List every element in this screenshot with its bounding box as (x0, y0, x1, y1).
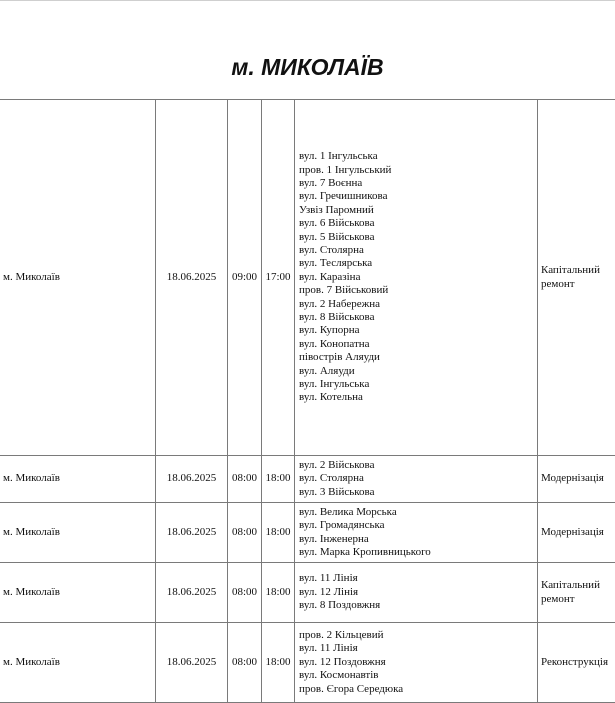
street-item: вул. Столярна (299, 472, 537, 485)
street-item: вул. Гречишникова (299, 190, 537, 203)
streets-cell (295, 503, 538, 563)
street-item: вул. Теслярська (299, 257, 537, 270)
street-item: вул. Каразіна (299, 271, 537, 284)
street-item: вул. 8 Військова (299, 311, 537, 324)
city-cell: м. Миколаїв (0, 623, 156, 703)
street-item: півострів Аляуди (299, 351, 537, 364)
street-item: вул. Аляуди (299, 365, 537, 378)
street-item: вул. Конопатна (299, 338, 537, 351)
street-item: вул. Марка Кропивницького (299, 546, 537, 559)
work-type-cell: Реконструкція (538, 623, 615, 703)
street-item: вул. Громадянська (299, 519, 537, 532)
street-item: вул. 11 Лінія (299, 572, 537, 585)
street-item: вул. 8 Поздовжня (299, 599, 537, 612)
end-time-cell: 18:00 (262, 563, 295, 623)
date-cell: 18.06.2025 (156, 563, 228, 623)
table-row (0, 503, 615, 563)
city-cell: м. Миколаїв (0, 456, 156, 503)
street-item: вул. Столярна (299, 244, 537, 257)
start-time-cell: 08:00 (228, 456, 262, 503)
street-item: вул. Інженерна (299, 533, 537, 546)
street-item: вул. 12 Поздовжня (299, 656, 537, 669)
city-cell: м. Миколаїв (0, 563, 156, 623)
start-time-cell: 08:00 (228, 623, 262, 703)
start-time-cell: 09:00 (228, 100, 262, 456)
streets-cell (295, 456, 538, 503)
street-item: Узвіз Паромний (299, 204, 537, 217)
street-item: вул. Космонавтів (299, 669, 537, 682)
street-item: пров. 2 Кільцевий (299, 629, 537, 642)
work-type-cell: Капітальний ремонт (538, 563, 615, 623)
work-type-cell: Модернізація (538, 503, 615, 563)
date-cell: 18.06.2025 (156, 100, 228, 456)
table-row (0, 563, 615, 623)
streets-cell (295, 563, 538, 623)
work-type-cell: Модернізація (538, 456, 615, 503)
streets-cell (295, 100, 538, 456)
table-row (0, 100, 615, 456)
page-title: м. МИКОЛАЇВ (0, 52, 615, 82)
street-item: вул. Купорна (299, 324, 537, 337)
street-item: вул. 2 Військова (299, 459, 537, 472)
streets-cell (295, 623, 538, 703)
street-item: пров. 7 Військовий (299, 284, 537, 297)
city-cell: м. Миколаїв (0, 503, 156, 563)
street-item: вул. Велика Морська (299, 506, 537, 519)
street-item: вул. 11 Лінія (299, 642, 537, 655)
street-item: вул. 6 Військова (299, 217, 537, 230)
date-cell: 18.06.2025 (156, 623, 228, 703)
street-item: пров. 1 Інгульський (299, 164, 537, 177)
outage-schedule-table (0, 99, 615, 703)
table-row (0, 623, 615, 703)
city-cell: м. Миколаїв (0, 100, 156, 456)
top-divider (0, 0, 615, 1)
end-time-cell: 18:00 (262, 623, 295, 703)
street-item: вул. 7 Воєнна (299, 177, 537, 190)
street-item: вул. 1 Інгульська (299, 150, 537, 163)
street-item: пров. Єгора Середюка (299, 683, 537, 696)
table-row (0, 456, 615, 503)
street-item: вул. Інгульська (299, 378, 537, 391)
start-time-cell: 08:00 (228, 503, 262, 563)
start-time-cell: 08:00 (228, 563, 262, 623)
street-item: вул. 2 Набережна (299, 298, 537, 311)
date-cell: 18.06.2025 (156, 503, 228, 563)
street-item: вул. Котельна (299, 391, 537, 404)
street-item: вул. 5 Військова (299, 231, 537, 244)
work-type-cell: Капітальний ремонт (538, 100, 615, 456)
end-time-cell: 18:00 (262, 456, 295, 503)
street-item: вул. 3 Військова (299, 486, 537, 499)
date-cell: 18.06.2025 (156, 456, 228, 503)
end-time-cell: 17:00 (262, 100, 295, 456)
end-time-cell: 18:00 (262, 503, 295, 563)
street-item: вул. 12 Лінія (299, 586, 537, 599)
